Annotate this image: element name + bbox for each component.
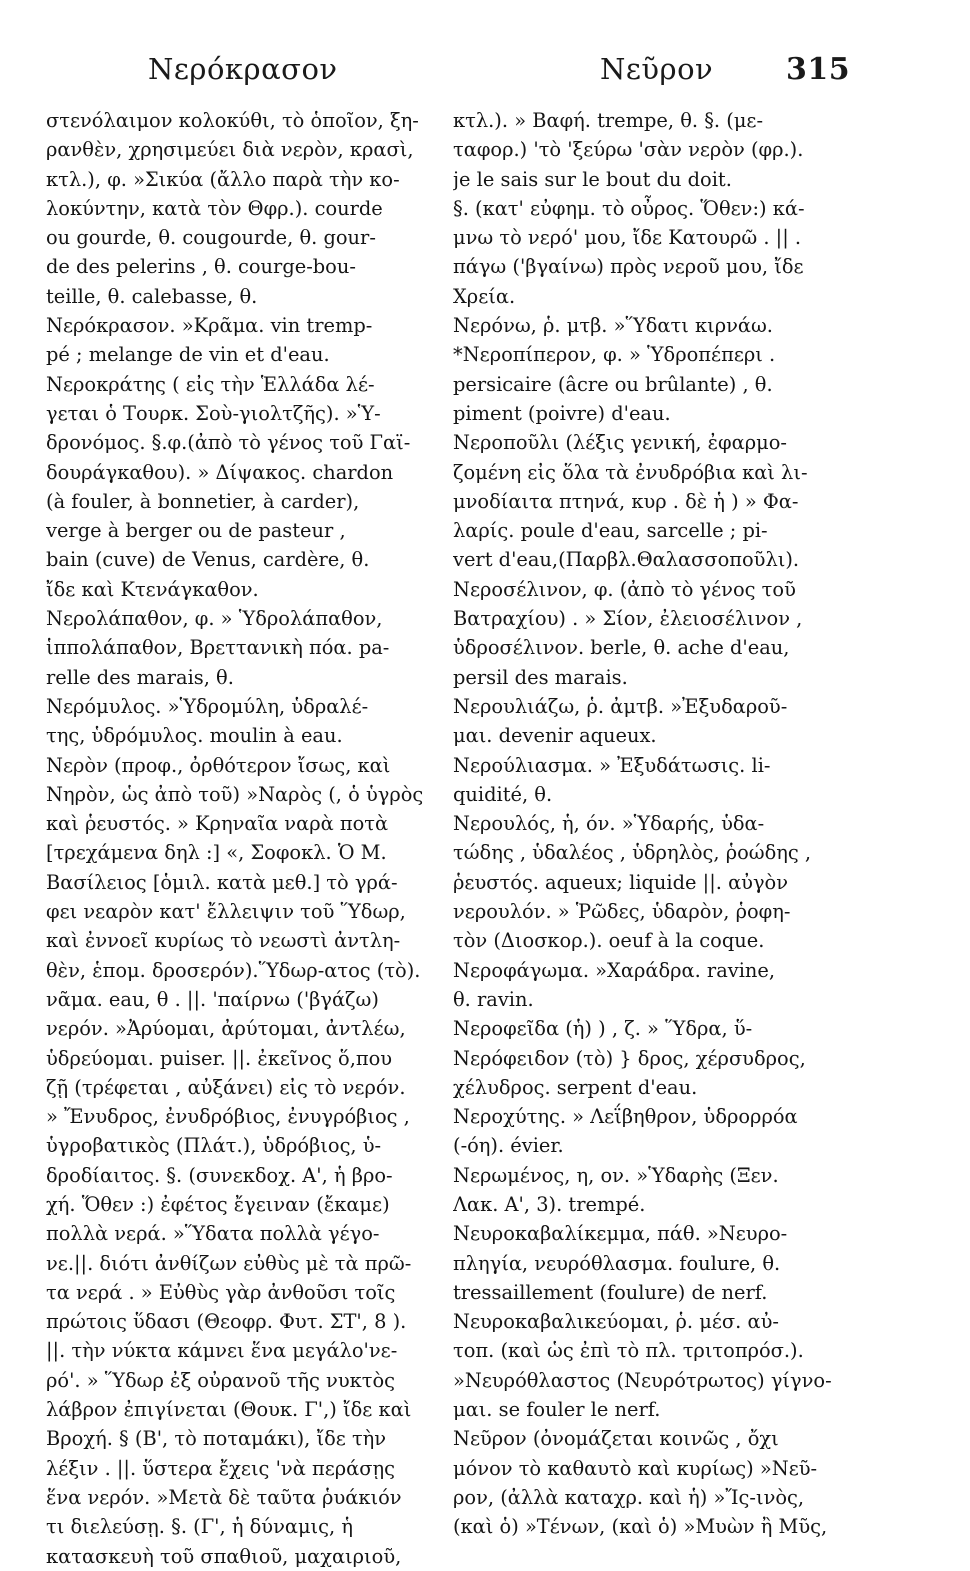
text-line: teille, θ. calebasse, θ. — [46, 284, 258, 308]
text-line: ζῇ (τρέφεται , αὐξάνει) εἰς τὸ νερόν. — [46, 1075, 406, 1099]
text-line: Βασίλειος [ὁμιλ. κατὰ μεθ.] τὸ γρά- — [46, 870, 398, 894]
text-line: pé ; melange de vin et d'eau. — [46, 343, 330, 367]
text-line: λαρίς. poule d'eau, sarcelle ; pi- — [453, 519, 768, 543]
text-line: νᾶμα. eau, θ . ||. 'παίρνω ('βγάζω) — [46, 987, 379, 1011]
text-line: Νεροκράτης ( εἰς τὴν Ἑλλάδα λέ- — [46, 372, 375, 396]
right-column — [453, 106, 848, 1542]
text-line: Νερὸν (προφ., ὀρθότερον ἴσως, καὶ — [46, 753, 391, 777]
text-line: tressaillement (foulure) de nerf. — [453, 1280, 768, 1304]
text-line: δουράγκαθου). » Δίψακος. chardon — [46, 460, 394, 484]
text-line: Νεροφάγωμα. »Χαράδρα. ravine, — [453, 958, 776, 982]
text-line: ταφορ.) 'τὸ 'ξεύρω 'σὰν νερὸν (φρ.). — [453, 138, 804, 162]
text-line: (καὶ ὁ) »Τένων, (καὶ ὁ) »Μυὼν ἢ Μῦς, — [453, 1515, 828, 1539]
text-line: ὑδρεύομαι. puiser. ||. ἐκεῖνος ὅ,που — [46, 1046, 393, 1070]
text-line: νε.||. διότι ἀνθίζων εὐθὺς μὲ τὰ πρῶ- — [46, 1251, 412, 1275]
text-line: λοκύντην, κατὰ τὸν Θφρ.). courde — [46, 196, 383, 220]
text-line: ἴδε καὶ Κτενάγκαθον. — [46, 577, 259, 601]
text-line: τι διελεύσῃ. §. (Γ', ἡ δύναμις, ἡ — [46, 1515, 353, 1539]
text-line: φει νεαρὸν κατ' ἔλλειψιν τοῦ Ὕδωρ, — [46, 900, 406, 924]
text-line: πάγω ('βγαίνω) πρὸς νεροῦ μου, ἴδε — [453, 255, 804, 279]
text-line: πρώτοις ὕδασι (Θεοφρ. Φυτ. ΣΤ', 8 ). — [46, 1310, 407, 1334]
text-line: Νεροφεῖδα (ἡ) ) , ζ. » Ὕδρα, ὕ- — [453, 1017, 753, 1041]
text-line: Νηρὸν, ὡς ἀπὸ τοῦ) »Ναρὸς (, ὁ ὑγρὸς — [46, 782, 424, 806]
text-line: Νεροποῦλι (λέξις γενική, ἐφαρμο- — [453, 431, 787, 455]
text-line: (à fouler, à bonnetier, à carder), — [46, 489, 360, 513]
text-line: ἕνα νερόν. »Μετὰ δὲ ταῦτα ῥυάκιόν — [46, 1485, 402, 1509]
text-line: ἱππολάπαθον, Βρεττανικὴ πόα. pa- — [46, 636, 390, 660]
text-line: je le sais sur le bout du doit. — [453, 167, 732, 191]
text-line: μνοδίαιτα πτηνά, κυρ . δὲ ἡ ) » Φα- — [453, 489, 799, 513]
text-line: θ. ravin. — [453, 987, 534, 1011]
text-line: μνω τὸ νερό' μου, ἴδε Κατουρῶ . || . — [453, 226, 802, 250]
text-line: πολλὰ νερά. »Ὕδατα πολλὰ γέγο- — [46, 1222, 380, 1246]
text-line: [τρεχάμενα δηλ :] «, Σοφοκλ. Ὁ Μ. — [46, 841, 387, 865]
text-line: Βροχή. § (Β', τὸ ποταμάκι), ἴδε τὴν — [46, 1427, 387, 1451]
text-line: ||. τὴν νύκτα κάμνει ἕνα μεγάλο'νε- — [46, 1339, 398, 1363]
text-line: (-όη). évier. — [453, 1134, 564, 1158]
text-line: verge à berger ou de pasteur , — [46, 519, 346, 543]
text-line: de des pelerins , θ. courge-bou- — [46, 255, 356, 279]
text-line: relle des marais, θ. — [46, 665, 234, 689]
text-line: Νερόφειδον (τὸ) } δρος, χέρσυδρος, — [453, 1046, 806, 1070]
text-line: νερουλόν. » Ῥῶδες, ὑδαρὸν, ῥοφη- — [453, 900, 791, 924]
text-line: της, ὑδρόμυλος. moulin à eau. — [46, 724, 343, 748]
text-line: Νερούλιασμα. » Ἐξυδάτωσις. li- — [453, 753, 771, 777]
text-line: ou gourde, θ. cougourde, θ. gour- — [46, 226, 376, 250]
text-line: τοπ. (καὶ ὡς ἐπὶ τὸ πλ. τριτοπρόσ.). — [453, 1339, 804, 1363]
text-line: ρον, (ἀλλὰ καταχρ. καὶ ἡ) »Ἴς-ινὸς, — [453, 1485, 805, 1509]
text-line: ὑδροσέλινον. berle, θ. ache d'eau, — [453, 636, 790, 660]
text-line: ζομένη εἰς ὅλα τὰ ἐνυδρόβια καὶ λι- — [453, 460, 808, 484]
text-line: λέξιν . ||. ὕστερα ἔχεις 'νὰ περάσῃς — [46, 1456, 395, 1480]
text-line: στενόλαιμον κολοκύθι, τὸ ὁποῖον, ξη- — [46, 109, 419, 132]
text-line: τὸν (Διοσκορ.). oeuf à la coque. — [453, 929, 765, 953]
text-line: Νερουλιάζω, ῥ. ἀμτβ. »Ἐξυδαροῦ- — [453, 694, 788, 718]
text-line: νερόν. »Ἀρύομαι, ἀρύτομαι, ἀντλέω, — [46, 1017, 406, 1041]
text-line: πληγία, νευρόθλασμα. foulure, θ. — [453, 1251, 781, 1275]
text-line: Νερόκρασον. »Κρᾶμα. vin tremp- — [46, 314, 373, 338]
text-line: Νερουλός, ἡ, όν. »Ὑδαρής, ὑδα- — [453, 812, 765, 836]
running-head-left: Νερόκρασον — [148, 52, 338, 86]
text-line: κατασκευὴ τοῦ σπαθιοῦ, μαχαιριοῦ, — [46, 1544, 402, 1568]
text-line: §. (κατ' εὐφημ. τὸ οὖρος. Ὅθεν:) κά- — [453, 196, 805, 220]
text-line: μόνον τὸ καθαυτὸ καὶ κυρίως) »Νεῦ- — [453, 1456, 818, 1480]
text-line: Νεροσέλινον, φ. (ἀπὸ τὸ γένος τοῦ — [453, 577, 796, 601]
text-line: ρανθὲν, χρησιμεύει διὰ νερὸν, κρασὶ, — [46, 138, 414, 162]
text-line: ρό'. » Ὕδωρ ἐξ οὐρανοῦ τῆς νυκτὸς — [46, 1368, 395, 1392]
text-line: Νερόνω, ῥ. μτβ. »Ὕδατι κιρνάω. — [453, 314, 773, 338]
page-number: 315 — [786, 52, 851, 87]
text-line: δρονόμος. §.φ.(ἀπὸ τὸ γένος τοῦ Γαϊ- — [46, 431, 411, 455]
text-line: κτλ.). » Βαφή. trempe, θ. §. (με- — [453, 109, 764, 132]
text-line: καὶ ῥευστός. » Κρηναῖα ναρὰ ποτὰ — [46, 812, 389, 836]
text-line: μαι. devenir aqueux. — [453, 724, 657, 748]
text-line: κτλ.), φ. »Σικύα (ἄλλο παρὰ τὴν κο- — [46, 167, 400, 191]
text-line: *Νεροπίπερον, φ. » Ὑδροπέπερι . — [453, 343, 776, 367]
text-line: piment (poivre) d'eau. — [453, 401, 671, 425]
text-line: τώδης , ὑδαλέος , ὑδρηλὸς, ῥοώδης , — [453, 841, 812, 865]
text-line: ὑγροβατικὸς (Πλάτ.), ὑδρόβιος, ὑ- — [46, 1134, 382, 1158]
text-line: δροδίαιτος. §. (συνεκδοχ. Α', ἡ βρο- — [46, 1163, 393, 1187]
text-line: Λακ. Α', 3). trempé. — [453, 1192, 646, 1216]
text-line: Νεῦρον (ὀνομάζεται κοινῶς , ὄχι — [453, 1427, 779, 1451]
text-line: Νερολάπαθον, φ. » Ὑδρολάπαθον, — [46, 607, 383, 631]
text-line: θὲν, ἑπομ. δροσερόν).Ὕδωρ-ατος (τὸ). — [46, 958, 421, 982]
text-line: Νεροχύτης. » Λεΐβηθρον, ὑδρορρόα — [453, 1105, 798, 1129]
text-line: τα νερά . » Εὐθὺς γὰρ ἀνθοῦσι τοῖς — [46, 1280, 396, 1304]
text-line: Βατραχίου) . » Σίον, ἐλειοσέλινον , — [453, 607, 803, 631]
text-line: Χρεία. — [453, 284, 516, 308]
text-line: καὶ ἐννοεῖ κυρίως τὸ νεωστὶ ἀντλη- — [46, 929, 401, 953]
text-line: Νερωμένος, η, ον. »Ὑδαρὴς (Ξεν. — [453, 1163, 779, 1187]
text-line: χέλυδρος. serpent d'eau. — [453, 1075, 698, 1099]
text-line: »Νευρόθλαστος (Νευρότρωτος) γίγνο- — [453, 1368, 832, 1392]
text-line: persicaire (âcre ou brûlante) , θ. — [453, 372, 773, 396]
text-line: γεται ὁ Τουρκ. Σοὺ-γιολτζῆς). »Ὑ- — [46, 401, 381, 425]
text-line: quidité, θ. — [453, 782, 553, 806]
text-line: μαι. se fouler le nerf. — [453, 1398, 661, 1422]
text-line: Νερόμυλος. »Ὑδρομύλη, ὑδραλέ- — [46, 694, 369, 718]
left-column — [46, 106, 441, 1571]
text-line: λάβρον ἐπιγίνεται (Θουκ. Γ',) ἴδε καὶ — [46, 1398, 412, 1422]
text-line: Νευροκαβαλίκεμμα, πάθ. »Νευρο- — [453, 1222, 788, 1246]
text-line: χή. Ὅθεν :) ἐφέτος ἔγειναν (ἔκαμε) — [46, 1192, 390, 1216]
text-line: bain (cuve) de Venus, cardère, θ. — [46, 548, 370, 572]
text-line: ῥευστός. aqueux; liquide ||. αὐγὸν — [453, 870, 788, 894]
running-head-right: Νεῦρον — [600, 52, 714, 86]
text-line: persil des marais. — [453, 665, 628, 689]
text-line: vert d'eau,(Παρβλ.Θαλασσοποῦλι). — [453, 548, 800, 572]
text-line: Νευροκαβαλικεύομαι, ῥ. μέσ. αὐ- — [453, 1310, 779, 1334]
text-line: » Ἔνυδρος, ἐνυδρόβιος, ἐνυγρόβιος , — [46, 1105, 410, 1129]
